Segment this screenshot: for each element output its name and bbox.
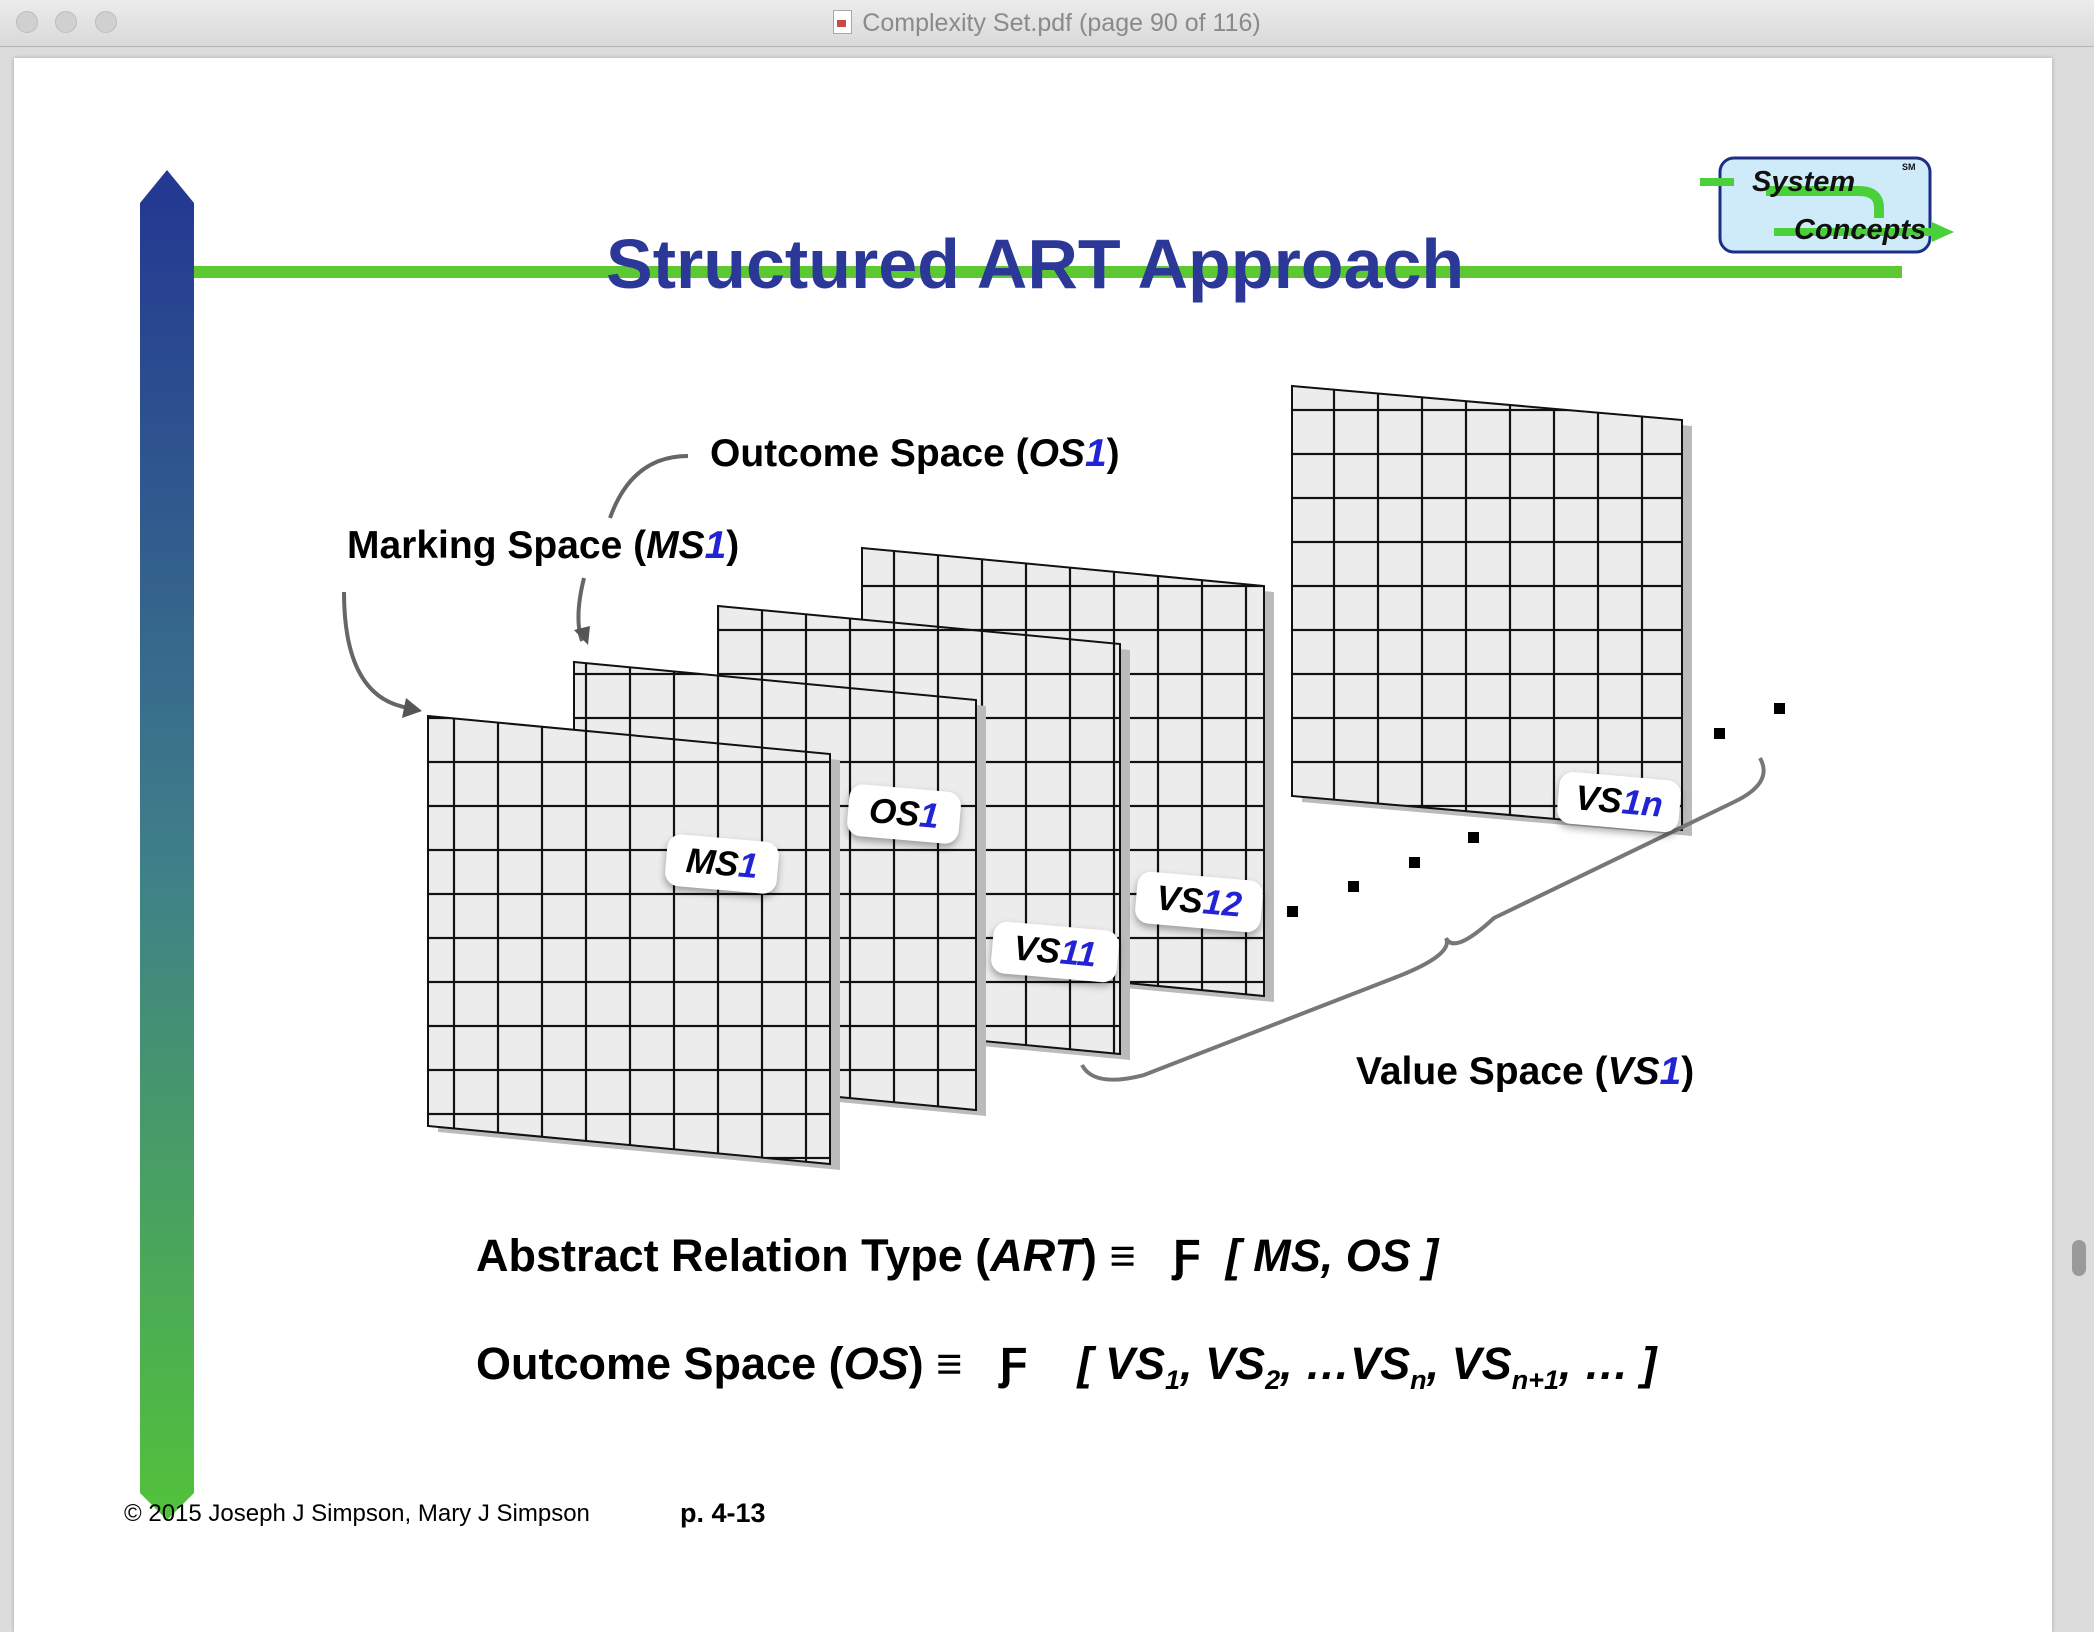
vs12-tag: VS12	[1134, 871, 1264, 934]
value-space-grid-vs1n	[1292, 386, 1682, 830]
vertical-scrollbar-thumb[interactable]	[2072, 1240, 2086, 1276]
window-titlebar	[0, 0, 2094, 47]
logo-concepts-text: Concepts	[1794, 214, 1927, 246]
copyright-footer: © 2015 Joseph J Simpson, Mary J Simpson	[124, 1500, 590, 1527]
outcome-space-label: Outcome Space (OS1)	[710, 432, 1120, 475]
logo-system-text: System	[1752, 166, 1856, 198]
ellipsis-dot	[1468, 832, 1479, 843]
ellipsis-dot	[1287, 906, 1298, 917]
os1-tag: OS1	[846, 783, 962, 845]
marking-space-grid	[428, 716, 830, 1164]
ellipsis-dot	[1348, 881, 1359, 892]
art-formula: Abstract Relation Type (ART) ≡ Ƒ [ MS, OS ]	[476, 1230, 1439, 1281]
logo-servicemark: SM	[1902, 162, 1916, 172]
slide-title: Structured ART Approach	[606, 225, 1465, 303]
ellipsis-dot	[1409, 857, 1420, 868]
ellipsis-dot	[1774, 703, 1785, 714]
ellipsis-dot	[1714, 728, 1725, 739]
vs11-tag: VS11	[990, 921, 1120, 984]
ms1-tag: MS1	[664, 833, 780, 895]
window-title: Complexity Set.pdf (page 90 of 116)	[0, 0, 2094, 46]
page-number: p. 4-13	[680, 1498, 766, 1528]
pdf-file-icon	[833, 10, 852, 34]
os-formula: Outcome Space (OS) ≡ Ƒ [ $VS_1$, $VS_2$, $\dots VS_n$, $VS_{n+1}$, … ]	[476, 1338, 1657, 1395]
pdf-page	[14, 58, 2052, 1632]
vs1n-tag: VS1n	[1556, 771, 1682, 833]
marking-space-label: Marking Space (MS1)	[347, 524, 740, 567]
left-accent-bar	[140, 203, 194, 1520]
bar-top-cap	[140, 170, 194, 203]
value-space-label: Value Space (VS1)	[1356, 1050, 1695, 1093]
